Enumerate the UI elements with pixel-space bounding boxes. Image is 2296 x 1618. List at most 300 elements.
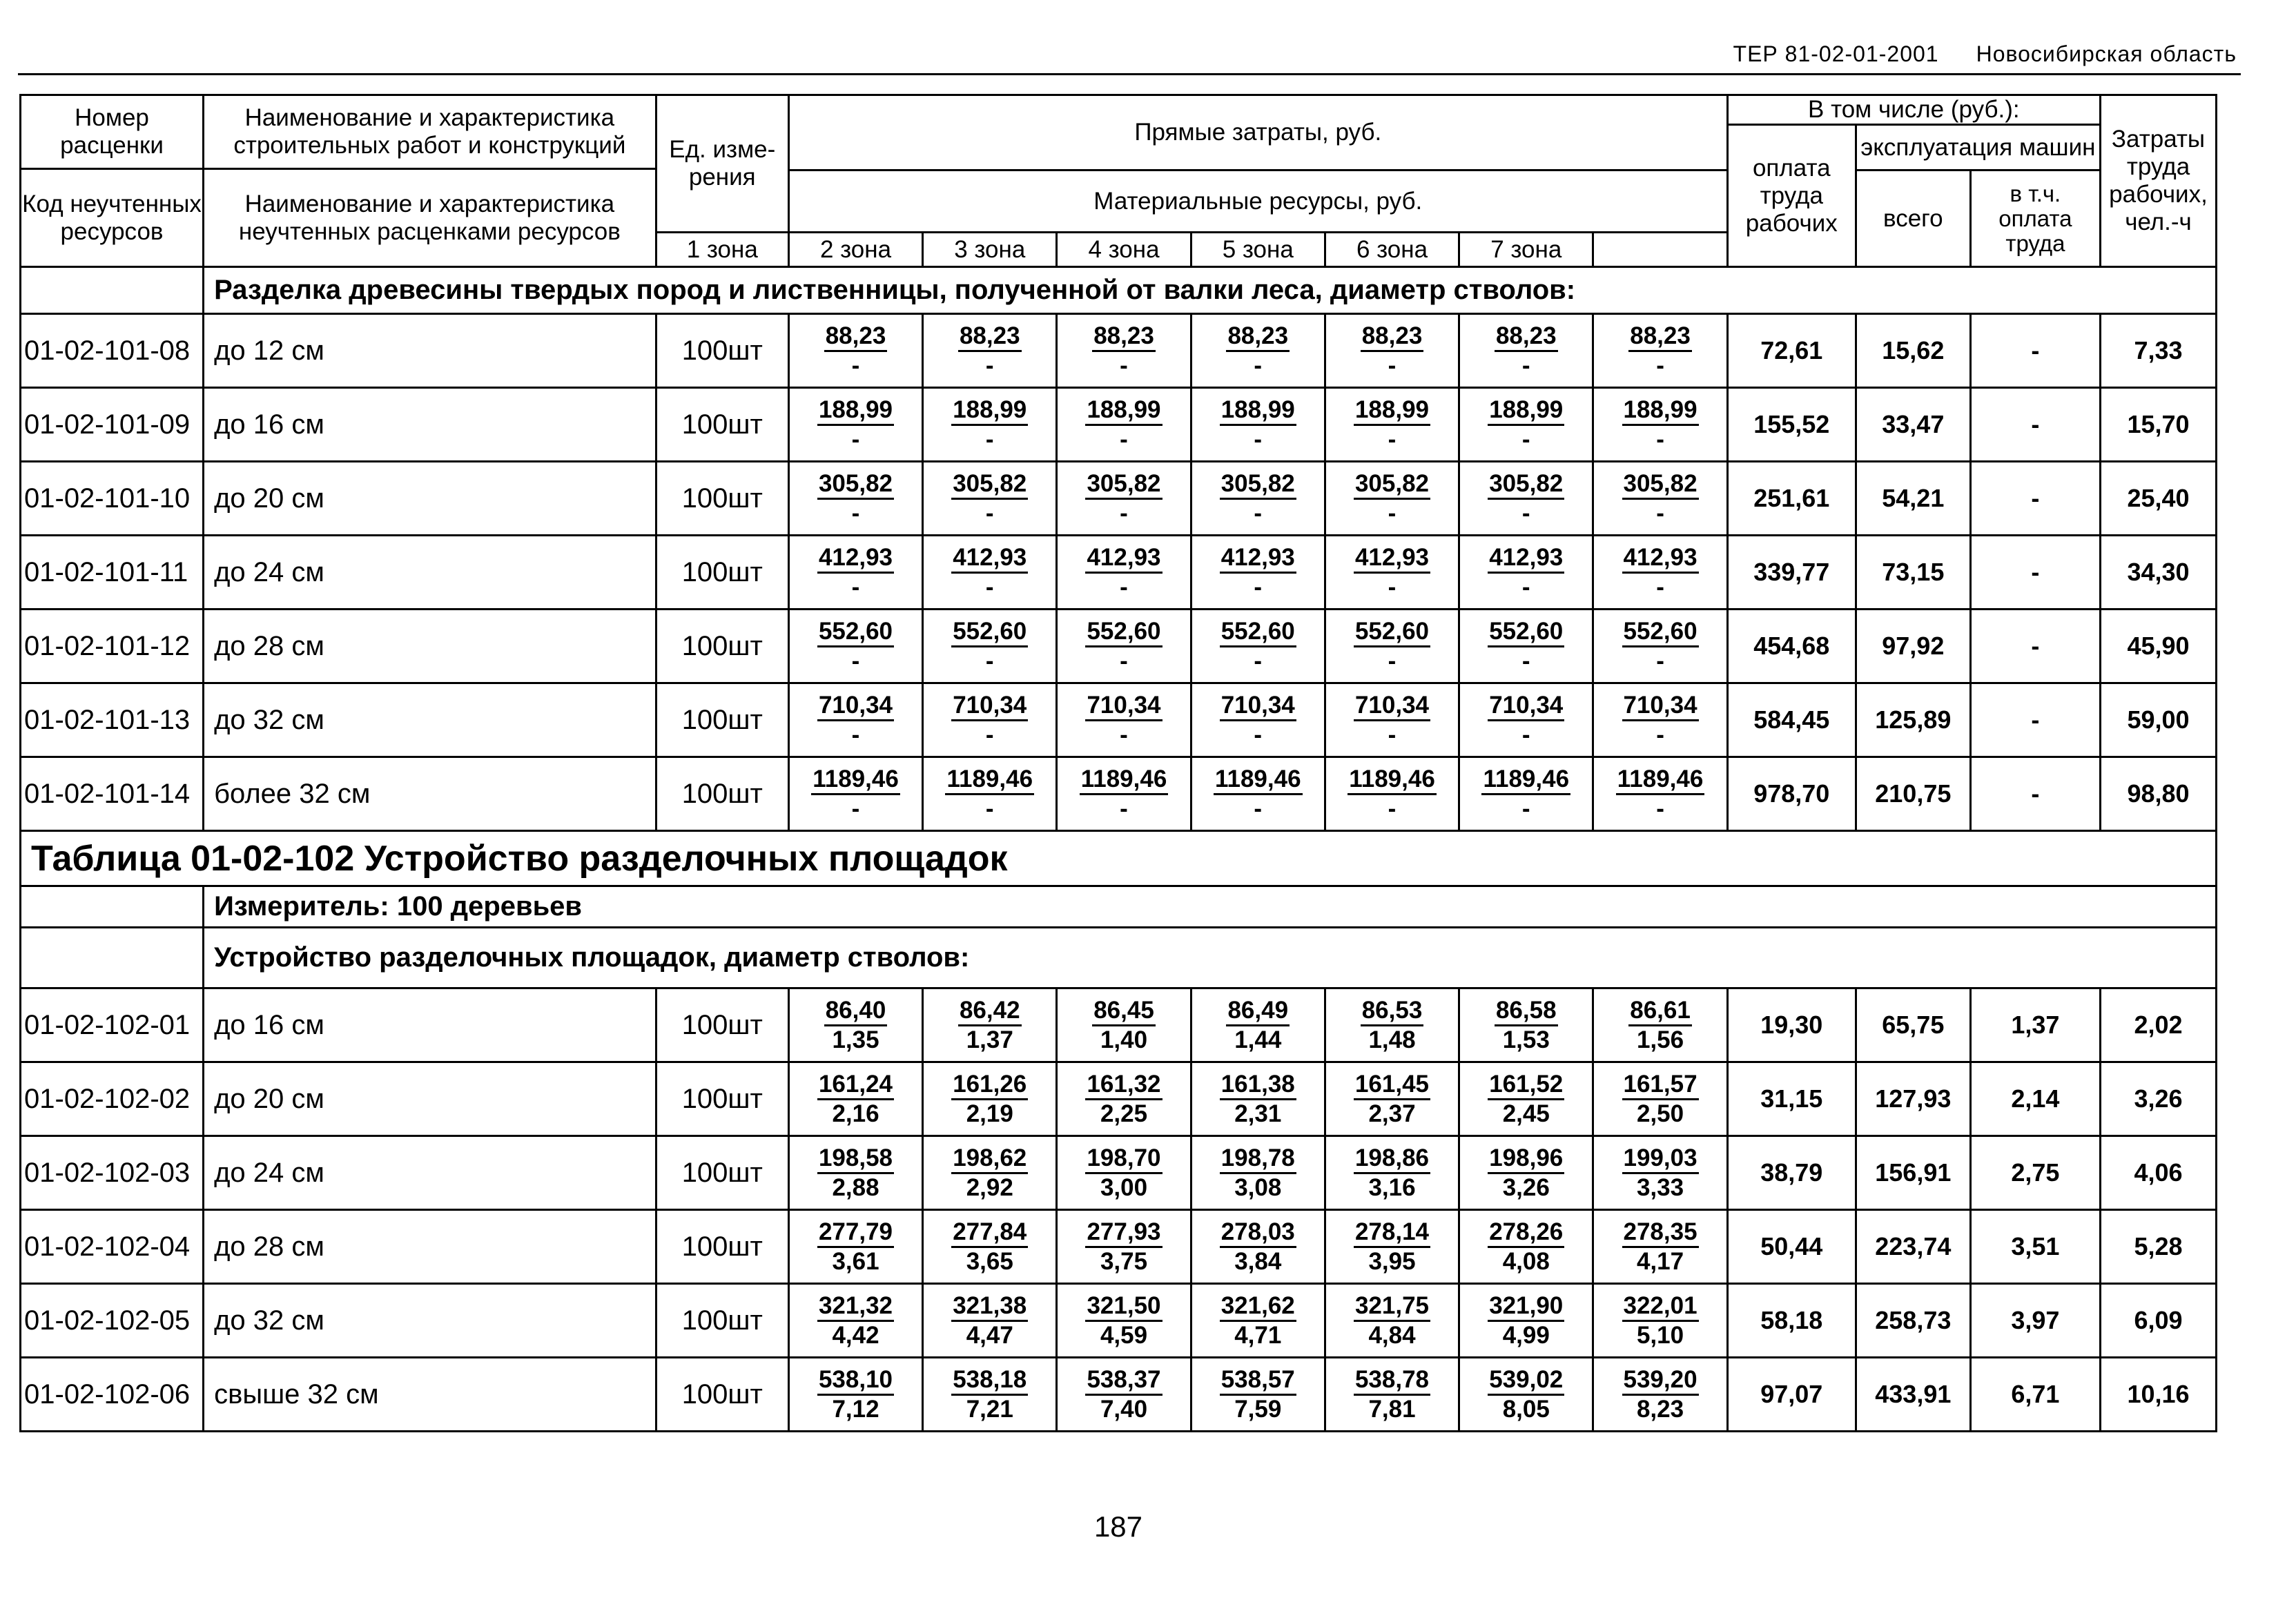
direct-cost: 412,93: [1622, 544, 1699, 574]
zone-price-cell: [1459, 314, 1593, 388]
machines-total: 125,89: [1856, 683, 1970, 757]
table-title: Таблица 01-02-102 Устройство разделочных площадок: [21, 831, 2217, 886]
rate-code: 01-02-102-04: [21, 1210, 204, 1284]
machines-labor: -: [1970, 610, 2100, 683]
zone-price-cell: [1191, 314, 1325, 388]
zone-price-cell: [923, 988, 1057, 1062]
table-row: [21, 1358, 2217, 1432]
labor-hours: 10,16: [2100, 1358, 2216, 1432]
direct-cost: 539,02: [1488, 1366, 1564, 1396]
unit: 100шт: [656, 1062, 788, 1136]
direct-cost: 161,57: [1622, 1071, 1699, 1100]
direct-cost: 322,01: [1622, 1292, 1699, 1322]
direct-cost: 86,61: [1628, 997, 1692, 1026]
rate-code: 01-02-101-08: [21, 314, 204, 388]
direct-cost: 412,93: [1085, 544, 1162, 574]
direct-cost: 412,93: [1354, 544, 1430, 574]
material-cost: 3,00: [1100, 1173, 1148, 1201]
material-cost: 8,05: [1502, 1395, 1550, 1423]
direct-cost: 412,93: [951, 544, 1028, 574]
machines-total: 54,21: [1856, 462, 1970, 536]
material-cost: -: [1388, 499, 1397, 527]
material-cost: 4,84: [1368, 1321, 1416, 1349]
material-cost: -: [985, 721, 994, 748]
work-name: до 28 см: [204, 610, 656, 683]
hdr-zone: 4 зона: [1057, 233, 1191, 267]
rate-code: 01-02-101-13: [21, 683, 204, 757]
labor-hours: 34,30: [2100, 536, 2216, 610]
zone-price-cell: [1191, 988, 1325, 1062]
machines-labor: 2,75: [1970, 1136, 2100, 1210]
work-name: до 28 см: [204, 1210, 656, 1284]
direct-cost: 161,32: [1085, 1071, 1162, 1100]
material-cost: -: [1388, 351, 1397, 379]
zone-price-cell: [1191, 1358, 1325, 1432]
page-number: 187: [1093, 1510, 1143, 1543]
labor-hours: 6,09: [2100, 1284, 2216, 1358]
unit: 100шт: [656, 314, 788, 388]
material-cost: -: [851, 647, 860, 674]
zone-price-cell: [923, 1136, 1057, 1210]
material-cost: -: [1656, 795, 1664, 822]
table-row: [21, 757, 2217, 831]
material-cost: 7,21: [966, 1395, 1013, 1423]
direct-cost: 305,82: [1085, 470, 1162, 500]
direct-cost: 88,23: [1495, 322, 1558, 352]
rate-code: 01-02-102-02: [21, 1062, 204, 1136]
labor-hours: 3,26: [2100, 1062, 2216, 1136]
material-cost: -: [1656, 721, 1664, 748]
zone-price-cell: [788, 1210, 922, 1284]
material-cost: -: [1254, 573, 1263, 601]
zone-price-cell: [1593, 757, 1727, 831]
direct-cost: 86,45: [1092, 997, 1156, 1026]
running-header: [1588, 41, 2237, 73]
hdr-zone: 3 зона: [923, 233, 1057, 267]
material-cost: -: [1120, 647, 1128, 674]
zone-price-cell: [1325, 683, 1459, 757]
labor-hours: 4,06: [2100, 1136, 2216, 1210]
zone-price-cell: [1191, 462, 1325, 536]
work-name: более 32 см: [204, 757, 656, 831]
machines-labor: -: [1970, 314, 2100, 388]
material-cost: 3,84: [1234, 1247, 1282, 1275]
zone-price-cell: [923, 1284, 1057, 1358]
zone-price-cell: [1325, 314, 1459, 388]
zone-price-cell: [923, 683, 1057, 757]
material-cost: 3,65: [966, 1247, 1013, 1275]
hdr-zone: 1 зона: [656, 233, 788, 267]
direct-cost: 88,23: [1361, 322, 1424, 352]
hdr-nomer-rascenki: Номер расценки: [21, 95, 204, 169]
direct-cost: 552,60: [951, 618, 1028, 647]
direct-cost: 198,96: [1488, 1144, 1564, 1174]
zone-price-cell: [1057, 757, 1191, 831]
machines-total: 127,93: [1856, 1062, 1970, 1136]
material-cost: -: [1254, 425, 1263, 453]
direct-cost: 321,32: [817, 1292, 894, 1322]
rate-code: 01-02-101-12: [21, 610, 204, 683]
zone-price-cell: [1191, 1062, 1325, 1136]
section-title: Устройство разделочных площадок, диаметр стволов:: [204, 928, 2217, 988]
material-cost: 2,31: [1234, 1100, 1282, 1127]
unit: 100шт: [656, 1358, 788, 1432]
material-cost: -: [1656, 499, 1664, 527]
material-cost: 4,08: [1502, 1247, 1550, 1275]
direct-cost: 88,23: [1226, 322, 1290, 352]
material-cost: -: [1521, 721, 1530, 748]
unit: 100шт: [656, 988, 788, 1062]
direct-cost: 539,20: [1622, 1366, 1699, 1396]
rate-code: 01-02-101-09: [21, 388, 204, 462]
direct-cost: 412,93: [817, 544, 894, 574]
unit: 100шт: [656, 536, 788, 610]
zone-price-cell: [788, 988, 922, 1062]
material-cost: -: [1521, 425, 1530, 453]
machines-labor: -: [1970, 536, 2100, 610]
direct-cost: 198,78: [1220, 1144, 1296, 1174]
material-cost: -: [1656, 351, 1664, 379]
work-name: до 20 см: [204, 1062, 656, 1136]
hdr-v-tch-oplata-truda: в т.ч. оплата труда: [1970, 170, 2100, 267]
material-cost: 3,75: [1100, 1247, 1148, 1275]
hdr-naimenovanie-rabot: Наименование и характеристика строительных работ и конструкций: [204, 95, 656, 169]
direct-cost: 1189,46: [945, 766, 1034, 795]
material-cost: -: [985, 499, 994, 527]
labor-pay: 978,70: [1727, 757, 1856, 831]
zone-price-cell: [1325, 1358, 1459, 1432]
labor-pay: 584,45: [1727, 683, 1856, 757]
zone-price-cell: [923, 1062, 1057, 1136]
direct-cost: 552,60: [817, 618, 894, 647]
machines-total: 258,73: [1856, 1284, 1970, 1358]
material-cost: -: [1521, 795, 1530, 822]
direct-cost: 1189,46: [1080, 766, 1169, 795]
zone-price-cell: [1191, 1136, 1325, 1210]
direct-cost: 161,24: [817, 1071, 894, 1100]
direct-cost: 552,60: [1085, 618, 1162, 647]
material-cost: 1,35: [832, 1026, 879, 1053]
zone-price-cell: [1593, 388, 1727, 462]
material-cost: -: [1120, 721, 1128, 748]
hdr-vsego: всего: [1856, 170, 1970, 267]
work-name: до 20 см: [204, 462, 656, 536]
zone-price-cell: [788, 1358, 922, 1432]
zone-price-cell: [788, 314, 922, 388]
rate-code: 01-02-102-03: [21, 1136, 204, 1210]
zone-price-cell: [1057, 610, 1191, 683]
material-cost: 7,40: [1100, 1395, 1148, 1423]
labor-hours: 2,02: [2100, 988, 2216, 1062]
labor-hours: 98,80: [2100, 757, 2216, 831]
machines-total: 433,91: [1856, 1358, 1970, 1432]
zone-price-cell: [923, 757, 1057, 831]
zone-price-cell: [1191, 1284, 1325, 1358]
labor-pay: 72,61: [1727, 314, 1856, 388]
table-row: [21, 1284, 2217, 1358]
zone-price-cell: [1325, 1284, 1459, 1358]
direct-cost: 86,42: [958, 997, 1022, 1026]
direct-cost: 321,38: [951, 1292, 1028, 1322]
material-cost: 1,40: [1100, 1026, 1148, 1053]
hdr-zone: 5 зона: [1191, 233, 1325, 267]
zone-price-cell: [1459, 536, 1593, 610]
material-cost: -: [1254, 795, 1263, 822]
zone-price-cell: [1325, 462, 1459, 536]
zone-price-cell: [1057, 683, 1191, 757]
material-cost: 7,12: [832, 1395, 879, 1423]
zone-price-cell: [1325, 757, 1459, 831]
rate-code: 01-02-101-10: [21, 462, 204, 536]
material-cost: 1,37: [966, 1026, 1013, 1053]
direct-cost: 198,70: [1085, 1144, 1162, 1174]
direct-cost: 188,99: [1085, 396, 1162, 426]
zone-price-cell: [1459, 757, 1593, 831]
direct-cost: 86,49: [1226, 997, 1290, 1026]
material-cost: -: [1254, 647, 1263, 674]
table-row: [21, 683, 2217, 757]
work-name: до 32 см: [204, 1284, 656, 1358]
zone-price-cell: [788, 388, 922, 462]
direct-cost: 161,52: [1488, 1071, 1564, 1100]
material-cost: 3,95: [1368, 1247, 1416, 1275]
region-name: Новосибирская область: [1976, 41, 2237, 66]
unit: 100шт: [656, 462, 788, 536]
direct-cost: 305,82: [1622, 470, 1699, 500]
direct-cost: 710,34: [1220, 692, 1296, 721]
work-name: до 16 см: [204, 388, 656, 462]
machines-labor: -: [1970, 757, 2100, 831]
zone-price-cell: [1057, 1136, 1191, 1210]
labor-pay: 339,77: [1727, 536, 1856, 610]
zone-price-cell: [1191, 757, 1325, 831]
machines-total: 97,92: [1856, 610, 1970, 683]
direct-cost: 88,23: [958, 322, 1022, 352]
zone-price-cell: [1325, 1136, 1459, 1210]
direct-cost: 305,82: [1220, 470, 1296, 500]
material-cost: -: [851, 499, 860, 527]
material-cost: -: [985, 573, 994, 601]
machines-total: 65,75: [1856, 988, 1970, 1062]
zone-price-cell: [788, 610, 922, 683]
zone-price-cell: [1593, 1284, 1727, 1358]
table-row: [21, 1210, 2217, 1284]
direct-cost: 305,82: [951, 470, 1028, 500]
direct-cost: 305,82: [1354, 470, 1430, 500]
zone-price-cell: [1459, 1062, 1593, 1136]
table-row: [21, 988, 2217, 1062]
table-row: [21, 536, 2217, 610]
material-cost: -: [1521, 351, 1530, 379]
direct-cost: 321,75: [1354, 1292, 1430, 1322]
direct-cost: 321,62: [1220, 1292, 1296, 1322]
material-cost: 2,37: [1368, 1100, 1416, 1127]
direct-cost: 305,82: [817, 470, 894, 500]
zone-price-cell: [1459, 683, 1593, 757]
zone-price-cell: [788, 1284, 922, 1358]
table-row: [21, 610, 2217, 683]
zone-price-cell: [788, 683, 922, 757]
zone-price-cell: [1057, 988, 1191, 1062]
material-cost: 3,33: [1636, 1173, 1684, 1201]
material-cost: 4,59: [1100, 1321, 1148, 1349]
labor-pay: 31,15: [1727, 1062, 1856, 1136]
table-row: [21, 1136, 2217, 1210]
labor-pay: 251,61: [1727, 462, 1856, 536]
zone-price-cell: [923, 610, 1057, 683]
direct-cost: 1189,46: [811, 766, 900, 795]
material-cost: -: [1120, 499, 1128, 527]
material-cost: 2,19: [966, 1100, 1013, 1127]
machines-total: 223,74: [1856, 1210, 1970, 1284]
material-cost: -: [1254, 499, 1263, 527]
hdr-materialnye-resursy: Материальные ресурсы, руб.: [788, 170, 1727, 233]
direct-cost: 538,18: [951, 1366, 1028, 1396]
zone-price-cell: [1593, 1210, 1727, 1284]
labor-pay: 19,30: [1727, 988, 1856, 1062]
direct-cost: 199,03: [1622, 1144, 1699, 1174]
direct-cost: 161,38: [1220, 1071, 1296, 1100]
work-name: до 16 см: [204, 988, 656, 1062]
section-title: Разделка древесины твердых пород и лиственницы, полученной от валки леса, диаметр стволов:: [204, 267, 2217, 314]
zone-price-cell: [923, 462, 1057, 536]
labor-pay: 50,44: [1727, 1210, 1856, 1284]
machines-labor: -: [1970, 462, 2100, 536]
material-cost: -: [1120, 573, 1128, 601]
direct-cost: 552,60: [1354, 618, 1430, 647]
machines-labor: 1,37: [1970, 988, 2100, 1062]
machines-total: 210,75: [1856, 757, 1970, 831]
zone-price-cell: [1191, 683, 1325, 757]
zone-price-cell: [1325, 388, 1459, 462]
direct-cost: 552,60: [1488, 618, 1564, 647]
zone-price-cell: [1191, 536, 1325, 610]
machines-labor: -: [1970, 683, 2100, 757]
direct-cost: 1189,46: [1348, 766, 1437, 795]
measure-label: Измеритель: 100 деревьев: [204, 886, 2217, 928]
zone-price-cell: [1459, 610, 1593, 683]
material-cost: -: [1120, 425, 1128, 453]
zone-price-cell: [1459, 1358, 1593, 1432]
direct-cost: 710,34: [951, 692, 1028, 721]
material-cost: -: [1388, 647, 1397, 674]
direct-cost: 88,23: [1628, 322, 1692, 352]
material-cost: -: [985, 425, 994, 453]
direct-cost: 277,79: [817, 1218, 894, 1248]
hdr-zatraty-truda: Затраты труда рабочих, чел.-ч: [2100, 95, 2216, 267]
unit: 100шт: [656, 610, 788, 683]
direct-cost: 552,60: [1622, 618, 1699, 647]
rate-code: 01-02-101-11: [21, 536, 204, 610]
material-cost: -: [1388, 721, 1397, 748]
unit: 100шт: [656, 683, 788, 757]
hdr-oplata-truda: оплата труда рабочих: [1727, 125, 1856, 267]
zone-price-cell: [1325, 988, 1459, 1062]
zone-price-cell: [1593, 462, 1727, 536]
machines-total: 15,62: [1856, 314, 1970, 388]
direct-cost: 161,26: [951, 1071, 1028, 1100]
labor-pay: 58,18: [1727, 1284, 1856, 1358]
material-cost: -: [985, 795, 994, 822]
material-cost: -: [851, 573, 860, 601]
zone-price-cell: [1191, 610, 1325, 683]
direct-cost: 188,99: [817, 396, 894, 426]
direct-cost: 1189,46: [1481, 766, 1570, 795]
labor-hours: 15,70: [2100, 388, 2216, 462]
hdr-ed-izmereniya: Ед. изме-рения: [656, 95, 788, 233]
material-cost: 3,26: [1502, 1173, 1550, 1201]
direct-cost: 710,34: [817, 692, 894, 721]
zone-price-cell: [1325, 610, 1459, 683]
zone-price-cell: [1057, 1358, 1191, 1432]
direct-cost: 188,99: [1622, 396, 1699, 426]
direct-cost: 710,34: [1622, 692, 1699, 721]
zone-price-cell: [1057, 536, 1191, 610]
direct-cost: 198,86: [1354, 1144, 1430, 1174]
zone-price-cell: [1593, 683, 1727, 757]
machines-labor: 6,71: [1970, 1358, 2100, 1432]
hdr-zone: 6 зона: [1325, 233, 1459, 267]
zone-price-cell: [1593, 988, 1727, 1062]
material-cost: 1,56: [1636, 1026, 1684, 1053]
material-cost: -: [851, 795, 860, 822]
hdr-naimenovanie-resursov: Наименование и характеристика неучтенных расценками ресурсов: [204, 169, 656, 267]
zone-price-cell: [1593, 1062, 1727, 1136]
zone-price-cell: [1593, 1136, 1727, 1210]
zone-price-cell: [1325, 1210, 1459, 1284]
direct-cost: 1189,46: [1214, 766, 1303, 795]
material-cost: 4,42: [832, 1321, 879, 1349]
machines-total: 73,15: [1856, 536, 1970, 610]
empty-cell: [21, 928, 204, 988]
direct-cost: 198,58: [817, 1144, 894, 1174]
labor-pay: 97,07: [1727, 1358, 1856, 1432]
labor-pay: 155,52: [1727, 388, 1856, 462]
material-cost: -: [1388, 425, 1397, 453]
direct-cost: 188,99: [1220, 396, 1296, 426]
direct-cost: 412,93: [1220, 544, 1296, 574]
material-cost: 2,45: [1502, 1100, 1550, 1127]
zone-price-cell: [1325, 536, 1459, 610]
material-cost: 2,88: [832, 1173, 879, 1201]
zone-price-cell: [923, 388, 1057, 462]
material-cost: 2,50: [1636, 1100, 1684, 1127]
work-name: свыше 32 см: [204, 1358, 656, 1432]
labor-pay: 454,68: [1727, 610, 1856, 683]
direct-cost: 278,35: [1622, 1218, 1699, 1248]
material-cost: -: [851, 425, 860, 453]
table-row: [21, 1062, 2217, 1136]
material-cost: 2,16: [832, 1100, 879, 1127]
hdr-ekspluataciya-mashin: эксплуатация машин: [1856, 125, 2100, 170]
work-name: до 24 см: [204, 1136, 656, 1210]
material-cost: 8,23: [1636, 1395, 1684, 1423]
material-cost: -: [1656, 425, 1664, 453]
direct-cost: 188,99: [1488, 396, 1564, 426]
labor-hours: 25,40: [2100, 462, 2216, 536]
labor-hours: 5,28: [2100, 1210, 2216, 1284]
labor-hours: 59,00: [2100, 683, 2216, 757]
direct-cost: 161,45: [1354, 1071, 1430, 1100]
direct-cost: 277,84: [951, 1218, 1028, 1248]
zone-price-cell: [788, 1062, 922, 1136]
material-cost: -: [1254, 721, 1263, 748]
rate-code: 01-02-102-01: [21, 988, 204, 1062]
work-name: до 32 см: [204, 683, 656, 757]
material-cost: 1,44: [1234, 1026, 1282, 1053]
material-cost: -: [1521, 647, 1530, 674]
material-cost: -: [1656, 573, 1664, 601]
